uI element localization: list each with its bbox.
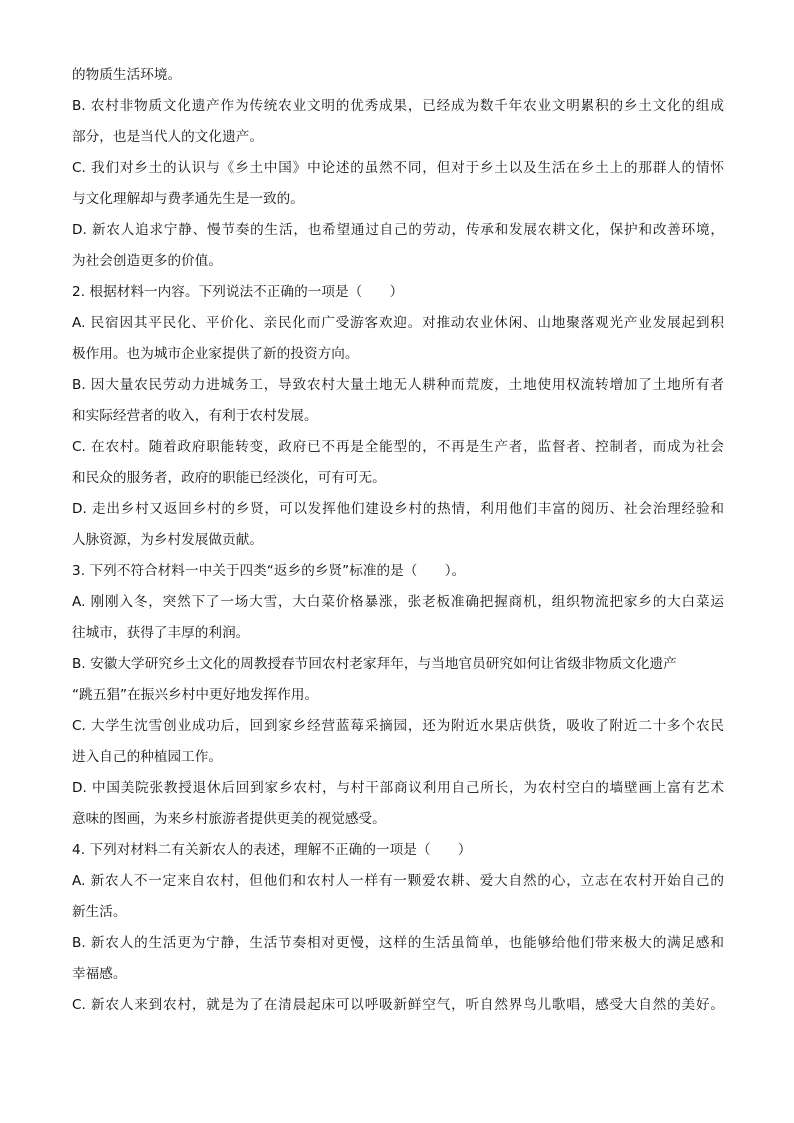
text-line: 幸福感。: [72, 966, 127, 982]
text-line: 进入自己的种植园工作。: [72, 749, 223, 765]
text-line: C. 在农村。随着政府职能转变，政府已不再是全能型的，不再是生产者，监督者、控制者，而成为社会: [72, 439, 724, 455]
text-line: 新生活。: [72, 904, 127, 920]
text-line: 人脉资源，为乡村发展做贡献。: [72, 532, 264, 548]
text-line: 的物质生活环境。: [72, 67, 182, 83]
document-page: [72, 60, 724, 1021]
text-line: 3. 下列不符合材料一中关于四类“返乡的乡贤”标准的是（ ）。: [72, 563, 466, 579]
text-line: 意味的图画，为来乡村旅游者提供更美的视觉感受。: [72, 811, 386, 827]
text-line: C. 新农人来到农村，就是为了在清晨起床可以呼吸新鲜空气，听自然界鸟儿歌唱，感受大自然的美好。: [72, 997, 724, 1013]
text-line: 部分，也是当代人的文化遗产。: [72, 129, 264, 145]
text-line: D. 中国美院张教授退休后回到家乡农村，与村干部商议利用自己所长，为农村空白的墙壁画上富有艺术: [72, 780, 724, 796]
text-line: C. 大学生沈雪创业成功后，回到家乡经营蓝莓采摘园，还为附近水果店供货，吸收了附近二十多个农民: [72, 718, 724, 734]
text-line: B. 安徽大学研究乡土文化的周教授春节回农村老家拜年，与当地官员研究如何让省级非物质文化遗产: [72, 656, 677, 672]
text-line: 为社会创造更多的价值。: [72, 253, 223, 269]
text-line: 和实际经营者的收入，有利于农村发展。: [72, 408, 318, 424]
text-line: D. 新农人追求宁静、慢节奏的生活，也希望通过自己的劳动，传承和发展农耕文化，保护和改善环境，: [72, 222, 724, 238]
text-line: “跳五猖”在振兴乡村中更好地发挥作用。: [72, 687, 319, 703]
text-line: 与文化理解却与费孝通先生是一致的。: [72, 191, 304, 207]
text-line: D. 走出乡村又返回乡村的乡贤，可以发挥他们建设乡村的热情，利用他们丰富的阅历、社会治理经验和: [72, 501, 724, 517]
text-line: 和民众的服务者，政府的职能已经淡化，可有可无。: [72, 470, 386, 486]
text-line: 往城市，获得了丰厚的利润。: [72, 625, 250, 641]
text-line: A. 民宿因其平民化、平价化、亲民化而广受游客欢迎。对推动农业休闲、山地聚落观光产业发展起到积: [72, 315, 724, 331]
text-line: B. 新农人的生活更为宁静，生活节奏相对更慢，这样的生活虽简单，也能够给他们带来极大的满足感和: [72, 935, 724, 951]
text-line: B. 因大量农民劳动力进城务工，导致农村大量土地无人耕种而荒废，土地使用权流转增加了土地所有者: [72, 377, 724, 393]
text-line: 极作用。也为城市企业家提供了新的投资方向。: [72, 346, 359, 362]
text-line: A. 新农人不一定来自农村，但他们和农村人一样有一颗爱农耕、爱大自然的心，立志在农村开始自己的: [72, 873, 724, 889]
text-line: B. 农村非物质文化遗产作为传统农业文明的优秀成果，已经成为数千年农业文明累积的乡土文化的组成: [72, 98, 724, 114]
text-line: A. 刚刚入冬，突然下了一场大雪，大白菜价格暴涨，张老板准确把握商机，组织物流把家乡的大白菜运: [72, 594, 724, 610]
text-line: 2. 根据材料一内容。下列说法不正确的一项是（ ）: [72, 284, 404, 300]
text-line: 4. 下列对材料二有关新农人的表述，理解不正确的一项是（ ）: [72, 842, 472, 858]
text-line: C. 我们对乡土的认识与《乡土中国》中论述的虽然不同，但对于乡土以及生活在乡土上的那群人的情怀: [72, 160, 724, 176]
